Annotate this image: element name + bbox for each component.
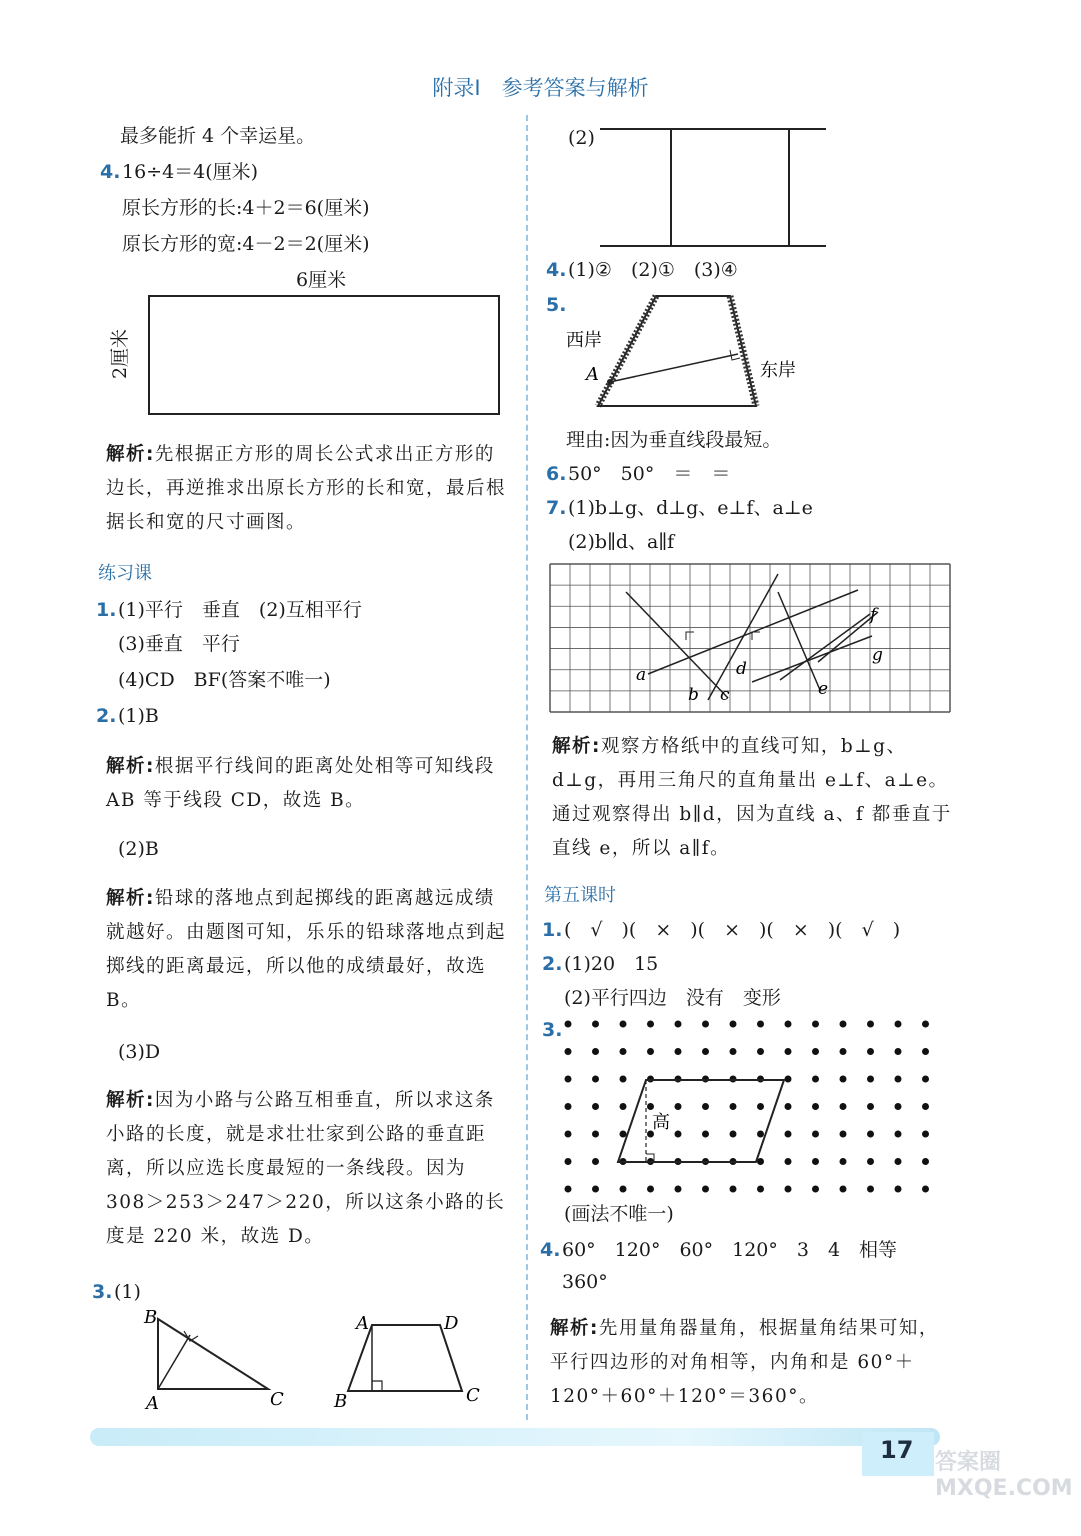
grid-dot: [840, 1103, 847, 1110]
parallel-lines-figure: [598, 124, 830, 252]
grid-dot: [867, 1131, 874, 1138]
question-number: 3.: [92, 1281, 113, 1303]
grid-dot: [592, 1103, 599, 1110]
explanation: [550, 1312, 950, 1414]
grid-dot: [647, 1021, 654, 1028]
grid-dot: [565, 1076, 572, 1083]
explanation-text: 因为小路与公路互相垂直，所以求这条小路的长度，就是求壮壮家到公路的垂直距离，所以应选长度最短的一条线段。因为 308＞253＞247＞220，所以这条小路的长度是 220 米，故选 D。: [106, 1090, 506, 1247]
grid-dot: [812, 1103, 819, 1110]
vertex-label: D: [444, 1313, 459, 1334]
grid-dot: [895, 1103, 902, 1110]
vertex-label: B: [144, 1307, 158, 1328]
explanation-label: 解析:: [552, 736, 601, 757]
parallelogram: [618, 1080, 784, 1162]
grid-dot: [840, 1021, 847, 1028]
question-number: 1.: [542, 919, 563, 941]
grid-dot: [565, 1158, 572, 1165]
grid-dot: [840, 1076, 847, 1083]
line-label: a: [636, 665, 647, 685]
grid-dot: [785, 1131, 792, 1138]
answer-line: (1)② (2)① (3)④: [568, 259, 738, 281]
grid-dot: [895, 1158, 902, 1165]
grid-dot: [922, 1103, 929, 1110]
grid-dot: [922, 1186, 929, 1193]
grid-dot: [812, 1076, 819, 1083]
east-bank-label: 东岸: [760, 360, 796, 381]
grid-dot: [757, 1048, 764, 1055]
explanation-label: 解析:: [550, 1318, 599, 1339]
rect-length-label: 6厘米: [296, 269, 347, 291]
answer-line: (3)D: [118, 1041, 161, 1063]
rect-width-label: 2厘米: [109, 328, 132, 380]
explanation: [106, 882, 506, 1018]
question-number: 4.: [100, 161, 121, 183]
answer-line: 16÷4＝4(厘米): [122, 161, 259, 183]
grid-dot: [730, 1021, 737, 1028]
river-figure: [560, 290, 796, 415]
grid-dot: [592, 1076, 599, 1083]
line-label: d: [736, 659, 747, 679]
grid-dot: [895, 1186, 902, 1193]
grid-dot: [675, 1048, 682, 1055]
answer-line: (1)B: [118, 705, 159, 727]
grid-dot: [922, 1076, 929, 1083]
answer-line: ( √ )( × )( × )( × )( √ ): [564, 919, 901, 941]
answer-line: (4)CD BF(答案不唯一): [118, 669, 331, 691]
grid-dot: [702, 1048, 709, 1055]
answer-line: 理由:因为垂直线段最短。: [566, 429, 782, 451]
explanation: [106, 750, 506, 818]
answer-line: (2)B: [118, 838, 159, 860]
explanation-text: 先根据正方形的周长公式求出正方形的边长，再逆推求出原长方形的长和宽，最后根据长和宽的尺寸画图。: [106, 444, 507, 533]
grid-dot: [840, 1158, 847, 1165]
grid-dot: [895, 1021, 902, 1028]
grid-dot: [867, 1048, 874, 1055]
watermark: 答案圈 MXQE.COM: [935, 1450, 1073, 1501]
grid-dot: [702, 1186, 709, 1193]
grid-dot: [867, 1158, 874, 1165]
question-number: 6.: [546, 463, 567, 485]
answer-line: (2): [568, 127, 595, 149]
trapezoid: [333, 1313, 480, 1412]
grid-dot: [592, 1131, 599, 1138]
grid-dot: [867, 1186, 874, 1193]
grid-dot: [647, 1103, 654, 1110]
grid-dot: [565, 1021, 572, 1028]
line-label: g: [872, 645, 883, 665]
grid-dot: [620, 1103, 627, 1110]
answer-line: (1)平行 垂直 (2)互相平行: [118, 599, 362, 621]
grid-dot: [840, 1131, 847, 1138]
section-title: 练习课: [98, 563, 152, 584]
grid-dot: [702, 1131, 709, 1138]
grid-dot: [812, 1131, 819, 1138]
answer-line: 原长方形的长:4＋2＝6(厘米): [122, 197, 370, 219]
question-number: 5.: [546, 294, 567, 316]
grid-dot: [867, 1076, 874, 1083]
grid-dot: [675, 1103, 682, 1110]
grid-dot: [812, 1048, 819, 1055]
answer-line: (1)20 15: [564, 953, 659, 975]
grid-dot: [895, 1131, 902, 1138]
line-e: [778, 592, 820, 690]
grid-dot: [785, 1103, 792, 1110]
geometry-figures: [140, 1305, 520, 1415]
point-label: A: [586, 364, 599, 385]
question-number: 7.: [546, 497, 567, 519]
answer-line: 原长方形的宽:4－2＝2(厘米): [122, 233, 370, 255]
grid-dot: [785, 1158, 792, 1165]
grid-dot: [757, 1103, 764, 1110]
column-divider: [526, 115, 528, 1420]
grid-dot: [730, 1103, 737, 1110]
explanation-text: 铅球的落地点到起掷线的距离越远成绩就越好。由题图可知，乐乐的铅球落地点到起掷线的距离最远，所以他的成绩最好，故选 B。: [106, 888, 507, 1011]
grid-dot: [730, 1131, 737, 1138]
grid-dot: [922, 1021, 929, 1028]
grid-dot: [730, 1186, 737, 1193]
grid-dot: [592, 1186, 599, 1193]
explanation-text: 观察方格纸中的直线可知，b⊥g、d⊥g，再用三角尺的直角量出 e⊥f、a⊥e。通过观察得出 b∥d，因为直线 a、f 都垂直于直线 e，所以 a∥f。: [552, 736, 952, 859]
grid-dot: [565, 1131, 572, 1138]
grid-dot: [647, 1186, 654, 1193]
grid-dot: [620, 1048, 627, 1055]
grid-dot: [840, 1048, 847, 1055]
grid-dot: [620, 1021, 627, 1028]
answer-line: 50° 50° ＝ ＝: [568, 463, 731, 485]
explanation-label: 解析:: [106, 756, 155, 777]
grid-dot: [675, 1186, 682, 1193]
grid-dot: [675, 1021, 682, 1028]
line-label: f: [870, 605, 877, 625]
grid-dot: [840, 1186, 847, 1193]
grid-dot: [757, 1021, 764, 1028]
vertex-label: C: [270, 1389, 284, 1410]
footer-bar: [90, 1428, 940, 1446]
explanation-text: 根据平行线间的距离处处相等可知线段 AB 等于线段 CD，故选 B。: [106, 756, 495, 811]
explanation-label: 解析:: [106, 888, 155, 909]
grid-dot: [922, 1048, 929, 1055]
grid-lines: [550, 564, 950, 712]
answer-note: (画法不唯一): [564, 1203, 674, 1225]
vertex-label: C: [466, 1385, 480, 1406]
grid-dot: [675, 1131, 682, 1138]
grid-dot: [785, 1076, 792, 1083]
grid-dot: [895, 1076, 902, 1083]
grid-dot: [757, 1186, 764, 1193]
answer-line: (3)垂直 平行: [118, 633, 240, 655]
answer-line: (1)b⊥g、d⊥g、e⊥f、a⊥e: [568, 497, 813, 519]
explanation-label: 解析:: [106, 1090, 155, 1111]
answer-line: 360°: [562, 1271, 608, 1293]
grid-dot: [565, 1186, 572, 1193]
explanation-label: 解析:: [106, 444, 155, 465]
question-number: 4.: [546, 259, 567, 281]
explanation: [106, 438, 506, 540]
question-number: 1.: [96, 599, 117, 621]
section-title: 第五课时: [544, 885, 616, 906]
vertex-label: A: [356, 1313, 369, 1334]
grid-dot: [592, 1048, 599, 1055]
grid-dot: [785, 1186, 792, 1193]
grid-dot: [895, 1048, 902, 1055]
grid-dot: [785, 1048, 792, 1055]
question-number: 4.: [540, 1239, 561, 1261]
answer-line: 60° 120° 60° 120° 3 4 相等: [562, 1239, 898, 1261]
page-header: 附录Ⅰ 参考答案与解析: [432, 76, 649, 100]
west-bank-label: 西岸: [566, 330, 602, 351]
line-label: c: [720, 685, 730, 705]
grid-dot: [565, 1048, 572, 1055]
grid-dot: [922, 1158, 929, 1165]
grid-dot: [757, 1131, 764, 1138]
grid-dot: [812, 1021, 819, 1028]
grid-dot: [812, 1158, 819, 1165]
grid-dot: [730, 1048, 737, 1055]
grid-dot: [620, 1186, 627, 1193]
line-label: e: [818, 679, 829, 699]
grid-dot: [565, 1103, 572, 1110]
grid-dot: [592, 1021, 599, 1028]
page-number: 17: [880, 1436, 914, 1464]
grid-dot: [647, 1048, 654, 1055]
explanation: [106, 1084, 506, 1254]
grid-dot: [812, 1186, 819, 1193]
vertex-label: A: [146, 1393, 159, 1414]
dot-grid: [565, 1021, 930, 1193]
question-number: 2.: [96, 705, 117, 727]
grid-dot: [702, 1103, 709, 1110]
grid-dot: [922, 1131, 929, 1138]
grid-dot: [620, 1131, 627, 1138]
rectangle-drawing: [148, 295, 500, 415]
answer-line: (2)b∥d、a∥f: [568, 531, 675, 553]
grid-dot: [592, 1158, 599, 1165]
explanation-text: 先用量角器量角，根据量角结果可知，平行四边形的对角相等，内角和是 60°＋120°＋60°＋120°＝360°。: [550, 1318, 939, 1407]
grid-dot: [867, 1103, 874, 1110]
explanation: [552, 730, 952, 866]
answer-line: 最多能折 4 个幸运星。: [120, 125, 316, 147]
question-number: 3.: [542, 1019, 563, 1041]
answer-line: (2)平行四边 没有 变形: [564, 987, 781, 1009]
right-triangle: [143, 1307, 284, 1414]
grid-dot: [867, 1021, 874, 1028]
grid-dot: [620, 1076, 627, 1083]
answer-line: (1): [114, 1281, 141, 1303]
question-number: 2.: [542, 953, 563, 975]
line-label: b: [688, 685, 699, 705]
vertex-label: B: [334, 1391, 348, 1412]
height-label: 高: [652, 1112, 670, 1133]
dot-grid-figure: [558, 1014, 950, 1182]
grid-dot: [702, 1021, 709, 1028]
grid-dot: [785, 1021, 792, 1028]
line-grid-figure: [548, 562, 954, 714]
line-c: [708, 574, 778, 700]
